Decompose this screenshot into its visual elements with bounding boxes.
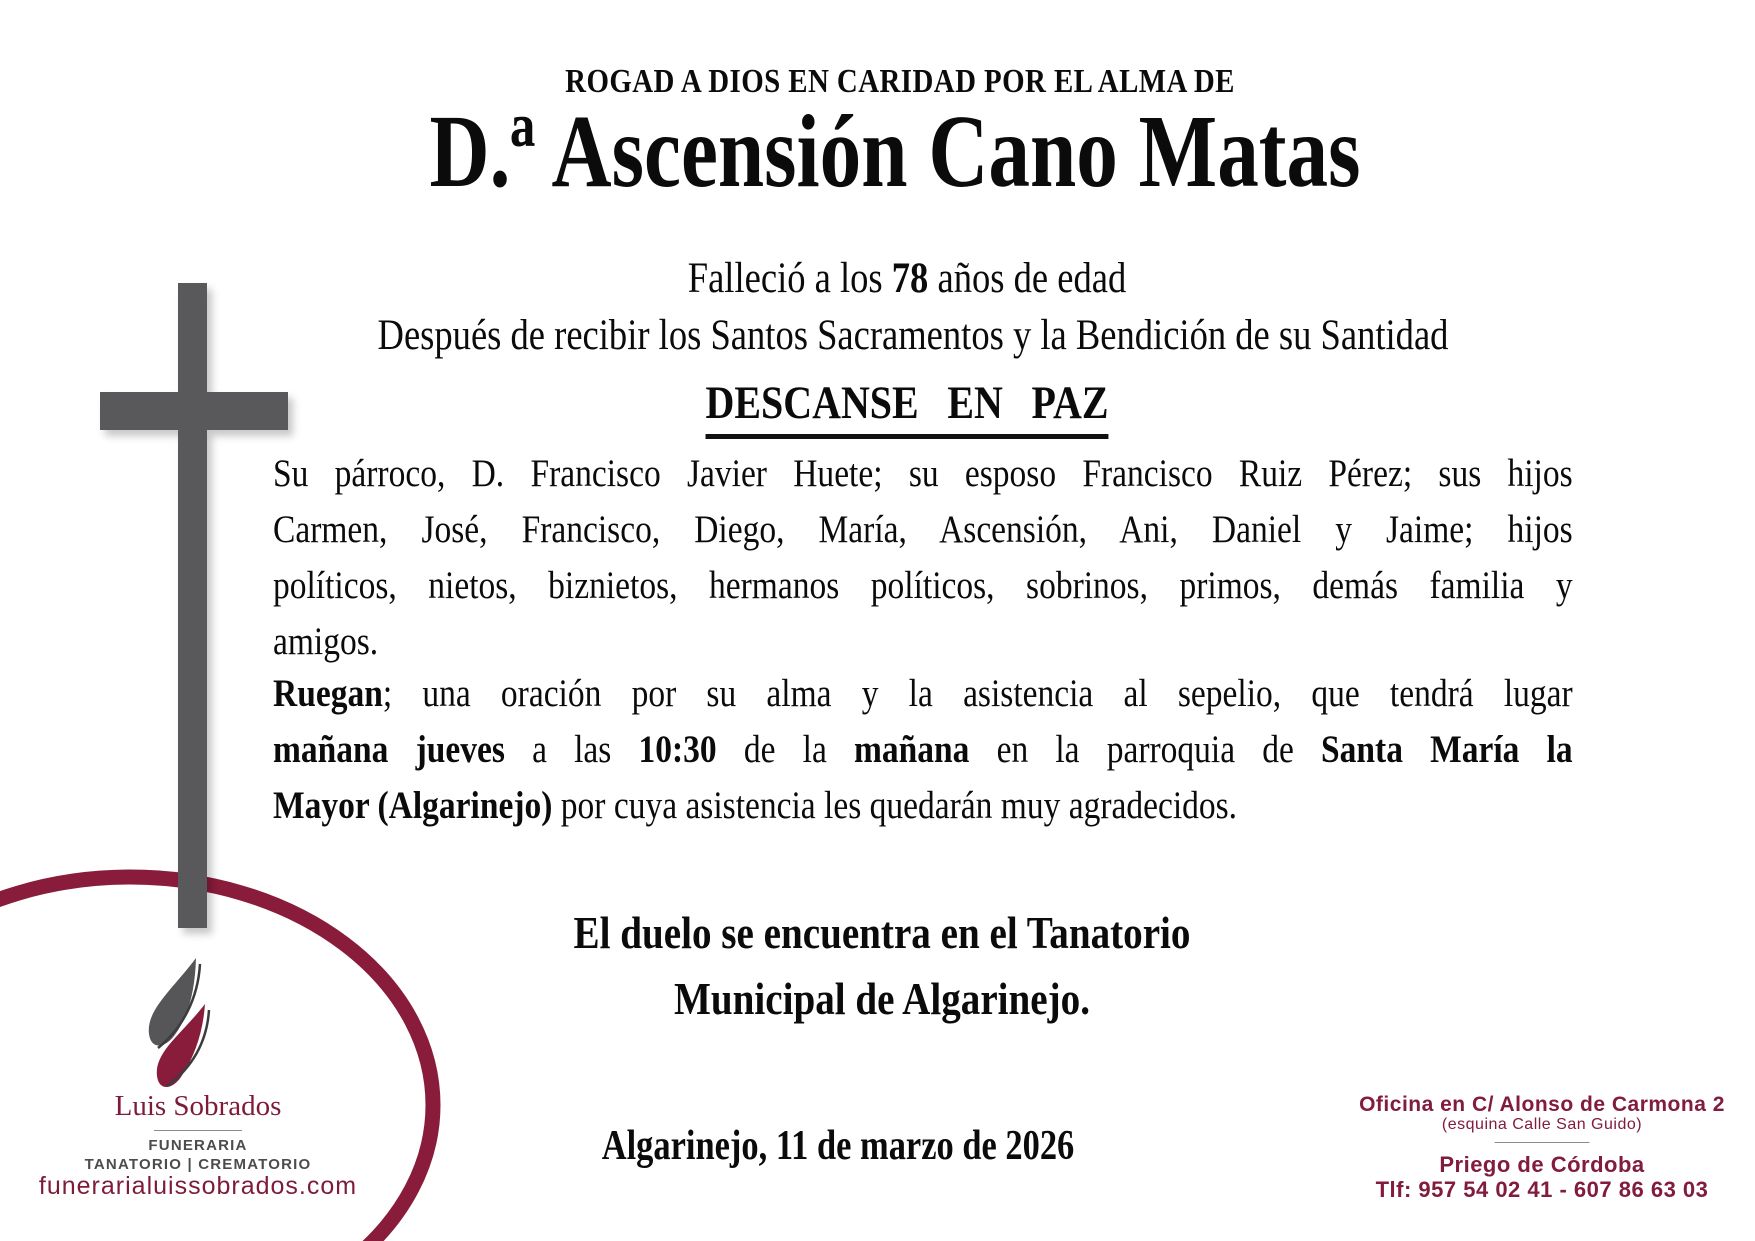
wake-announcement <box>574 900 1191 1032</box>
paragraph-line: Ruegan; una oración por su alma y la asistencia al sepelio, que tendrá lugar <box>273 672 1573 715</box>
paragraph-line: Su párroco, D. Francisco Javier Huete; su esposo Francisco Ruiz Pérez; sus hijos <box>273 452 1573 495</box>
wake-line-2: Municipal de Algarinejo. <box>674 973 1090 1024</box>
paragraph-line: Mayor (Algarinejo) por cuya asistencia les quedarán muy agradecidos. <box>273 784 1238 827</box>
rest-in-peace-heading: DESCANSE EN PAZ <box>706 376 1109 439</box>
contact-divider <box>1495 1142 1590 1143</box>
death-age-post: años de edad <box>928 255 1127 302</box>
brand-website: funerarialuissobrados.com <box>38 1172 358 1200</box>
paragraph-line: Carmen, José, Francisco, Diego, María, Ascensión, Ani, Daniel y Jaime; hijos <box>273 508 1573 551</box>
deceased-name-title: D.ª Ascensión Cano Matas <box>429 94 1361 209</box>
contact-phones: Tlf: 957 54 02 41 - 607 86 63 03 <box>1375 1177 1709 1202</box>
family-paragraph <box>273 446 1573 670</box>
death-age-value: 78 <box>891 255 929 302</box>
flame-logo-icon <box>149 958 209 1087</box>
sacraments-line: Después de recibir los Santos Sacramentos y la Bendición de su Santidad <box>377 312 1449 359</box>
invocation-text: ROGAD A DIOS EN CARIDAD POR EL ALMA DE <box>565 63 1235 100</box>
wake-line-1: El duelo se encuentra en el Tanatorio <box>573 907 1191 958</box>
paragraph-line: mañana jueves a las 10:30 de la mañana en la parroquia de Santa María la <box>273 728 1573 771</box>
request-paragraph <box>273 666 1573 834</box>
brand-name: Luis Sobrados <box>114 1090 282 1122</box>
brand-divider <box>154 1130 242 1131</box>
paragraph-line: amigos. <box>273 620 379 663</box>
paragraph-line: políticos, nietos, biznietos, hermanos políticos, sobrinos, primos, demás familia y <box>273 564 1573 607</box>
place-date-line: Algarinejo, 11 de marzo de 2026 <box>601 1123 1075 1169</box>
contact-office-detail: (esquina Calle San Guido) <box>1441 1116 1643 1133</box>
contact-city: Priego de Córdoba <box>1439 1152 1645 1177</box>
death-age-pre: Falleció a los <box>687 255 892 302</box>
cross-icon <box>100 283 288 928</box>
contact-office-line: Oficina en C/ Alonso de Carmona 2 <box>1359 1093 1725 1116</box>
death-age-line <box>688 254 1126 303</box>
brand-service-line-1: FUNERARIA <box>148 1137 248 1154</box>
brand-service-line-2: TANATORIO | CREMATORIO <box>84 1156 312 1173</box>
